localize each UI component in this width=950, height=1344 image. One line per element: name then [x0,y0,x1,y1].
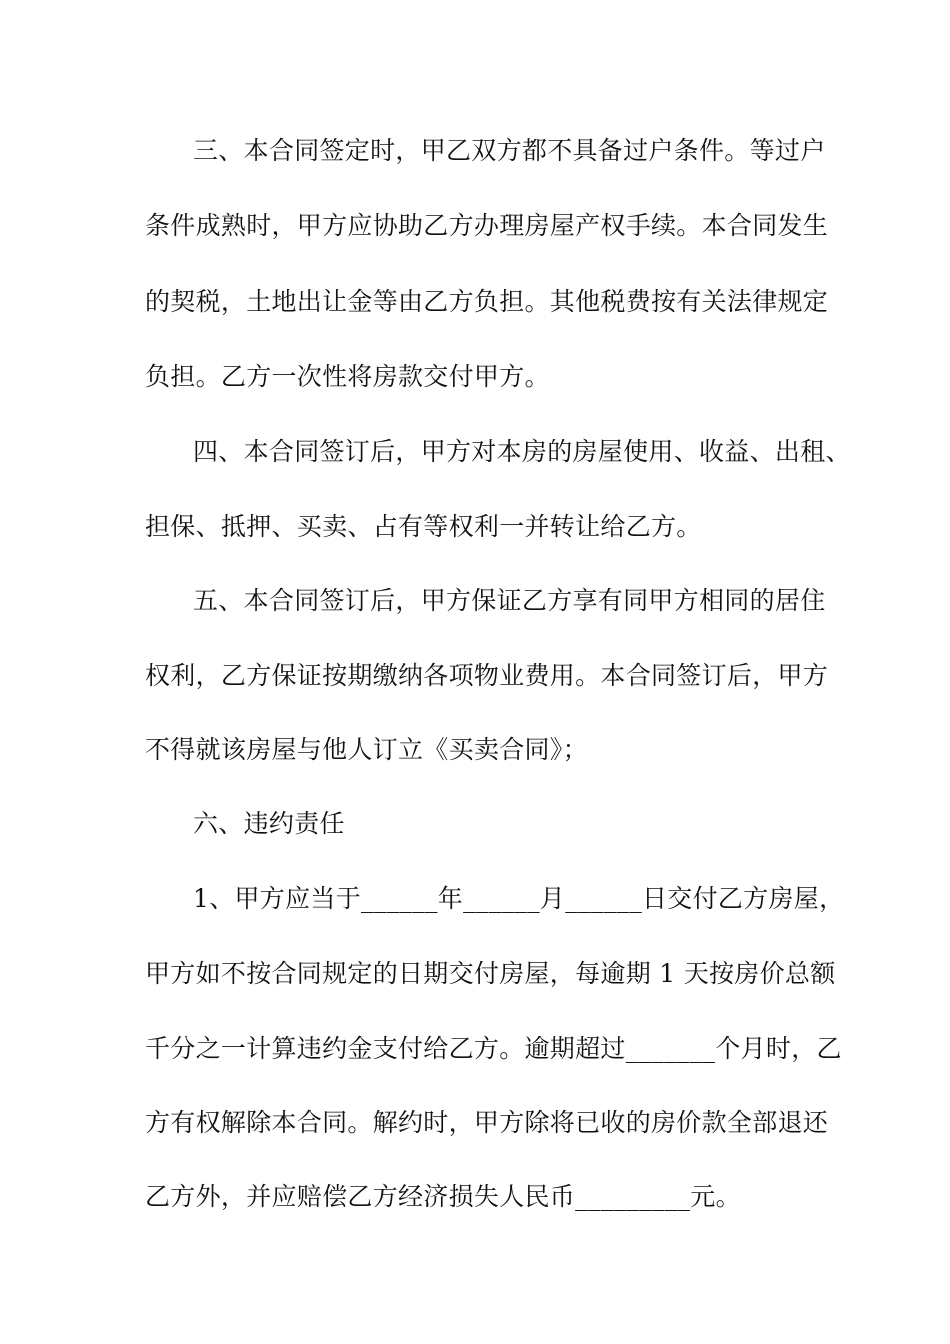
clause-3-line-1: 三、本合同签定时，甲乙双方都不具备过户条件。等过户 [193,136,826,165]
clause-5-line-3: 不得就该房屋与他人订立《买卖合同》； [145,735,588,764]
clause-5-line-2: 权利，乙方保证按期缴纳各项物业费用。本合同签订后，甲方 [145,661,829,690]
clause-3-line-4: 负担。乙方一次性将房款交付甲方。 [145,362,550,391]
clause-4-line-2: 担保、抵押、买卖、占有等权利一并转让给乙方。 [145,512,702,541]
item-1-line-5: 乙方外，并应赔偿乙方经济损失人民币_________元。 [145,1182,741,1211]
clause-3-line-2: 条件成熟时，甲方应协助乙方办理房屋产权手续。本合同发生 [145,211,829,240]
item-1-line-3: 千分之一计算违约金支付给乙方。逾期超过_______个月时，乙 [145,1034,842,1063]
section-6-heading: 六、违约责任 [193,809,345,838]
item-1-line-2: 甲方如不按合同规定的日期交付房屋，每逾期 1 天按房价总额 [145,959,836,988]
clause-4-line-1: 四、本合同签订后，甲方对本房的房屋使用、收益、出租、 [193,437,851,466]
clause-3-line-3: 的契税，土地出让金等由乙方负担。其他税费按有关法律规定 [145,287,829,316]
item-1-line-1: 1、甲方应当于______年______月______日交付乙方房屋， [193,884,845,913]
clause-5-line-1: 五、本合同签订后，甲方保证乙方享有同甲方相同的居住 [193,586,826,615]
item-1-line-4: 方有权解除本合同。解约时，甲方除将已收的房价款全部退还 [145,1108,829,1137]
